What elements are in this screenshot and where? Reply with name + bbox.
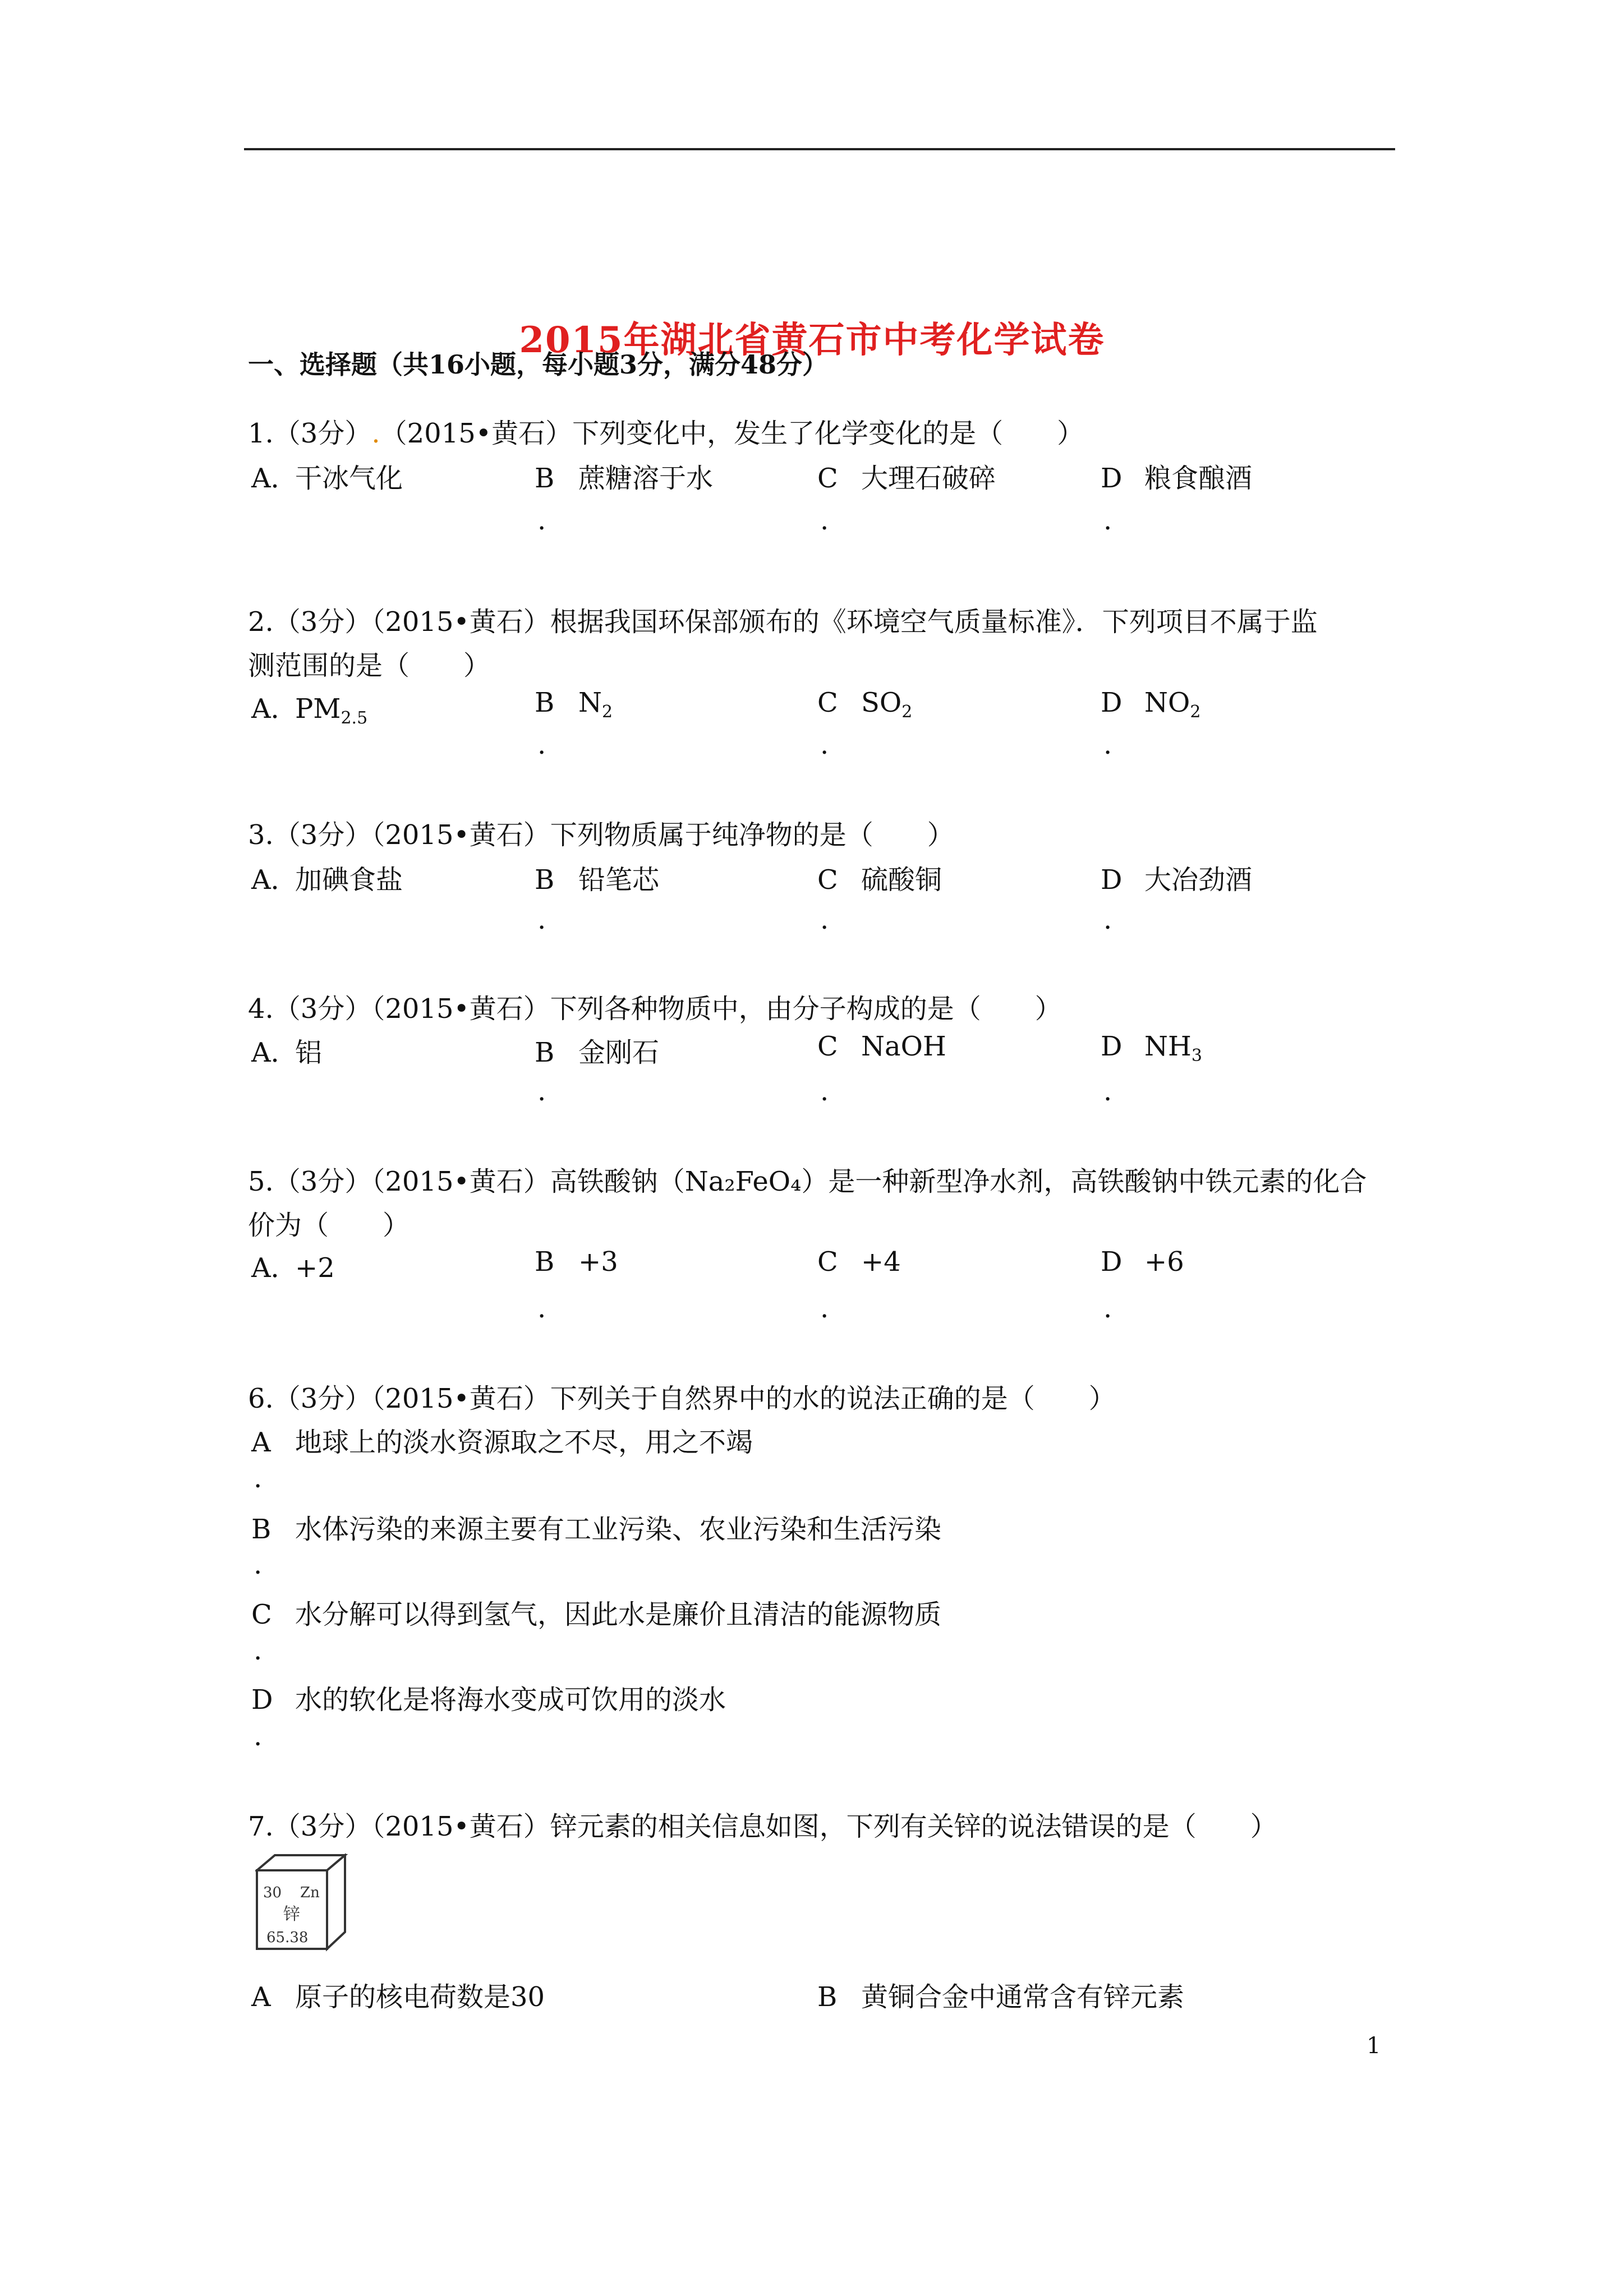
question-1-option-a: A．干冰气化 — [251, 463, 403, 494]
option-dot: . — [820, 1076, 829, 1107]
zinc-symbol: Zn — [300, 1884, 320, 1901]
option-dot: . — [254, 1635, 263, 1666]
question-1-prefix: 1.（3分） — [248, 418, 372, 449]
question-1-option-d: D 粮食酿酒 — [1101, 463, 1253, 494]
question-5-option-c: C +4 — [817, 1246, 901, 1278]
zinc-name: 锌 — [283, 1905, 300, 1924]
question-6-option-d: D 水的软化是将海水变成可饮用的淡水 — [251, 1684, 726, 1716]
question-1-option-b: B 蔗糖溶于水 — [535, 463, 714, 494]
option-dot: . — [537, 729, 546, 760]
question-5-stem-line-2: 价为（ ） — [248, 1210, 410, 1241]
question-1-stem — [248, 412, 1084, 450]
question-7-stem: 7.（3分）（2015•黄石）锌元素的相关信息如图，下列有关锌的说法错误的是（ ） — [248, 1811, 1277, 1842]
question-6-stem: 6.（3分）（2015•黄石）下列关于自然界中的水的说法正确的是（ ） — [248, 1383, 1116, 1414]
question-6-option-b: B 水体污染的来源主要有工业污染、农业污染和生活污染 — [251, 1514, 942, 1545]
question-6-option-c: C 水分解可以得到氢气，因此水是廉价且清洁的能源物质 — [251, 1599, 942, 1630]
question-3-option-a: A．加碘食盐 — [251, 864, 403, 896]
option-dot: . — [820, 729, 829, 760]
option-dot: . — [537, 505, 546, 536]
option-dot: . — [1103, 729, 1112, 760]
zinc-element-figure — [255, 1854, 348, 1952]
page-number: 1 — [1367, 2033, 1381, 2059]
option-dot: . — [254, 1463, 263, 1494]
section-heading: 一、选择题（共16小题，每小题3分，满分48分） — [248, 349, 829, 380]
question-4-option-d: D $NH_3$ — [1101, 1031, 1202, 1066]
question-2-stem-line-1: 2.（3分）（2015•黄石）根据我国环保部颁布的《环境空气质量标准》．下列项目不属于监 — [248, 606, 1318, 638]
question-4-option-a: A．铝 — [251, 1037, 323, 1068]
option-dot: . — [254, 1549, 263, 1580]
option-dot: . — [820, 904, 829, 935]
question-3-stem: 3.（3分）（2015•黄石）下列物质属于纯净物的是（ ） — [248, 819, 954, 851]
question-7-option-a: A 原子的核电荷数是30 — [251, 1981, 545, 2013]
question-4-option-b: B 金刚石 — [535, 1037, 660, 1068]
question-3-option-d: D 大冶劲酒 — [1101, 864, 1253, 896]
option-dot: . — [1103, 904, 1112, 935]
option-dot: . — [537, 1293, 546, 1324]
question-3-option-b: B 铅笔芯 — [535, 864, 660, 896]
question-5-option-d: D +6 — [1101, 1246, 1184, 1278]
header-rule — [244, 148, 1395, 150]
question-2-option-b: B $N_2$ — [535, 687, 613, 722]
option-dot: . — [537, 1076, 546, 1107]
option-dot: . — [1103, 505, 1112, 536]
question-2-option-d: D $NO_2$ — [1101, 687, 1201, 722]
question-2-option-a: A．$PM_{2.5}$ — [251, 693, 368, 728]
question-3-option-c: C 硫酸铜 — [817, 864, 942, 896]
question-1-text: （2015•黄石）下列变化中，发生了化学变化的是（ ） — [380, 418, 1084, 449]
question-2-stem-line-2: 测范围的是（ ） — [248, 650, 491, 681]
option-dot: . — [254, 1721, 263, 1752]
exam-title: 2015年湖北省黄石市中考化学试卷 — [519, 319, 1105, 361]
option-dot: . — [1103, 1076, 1112, 1107]
question-4-stem: 4.（3分）（2015•黄石）下列各种物质中，由分子构成的是（ ） — [248, 993, 1062, 1025]
option-dot: . — [1103, 1293, 1112, 1324]
question-1-mark: . — [371, 418, 380, 449]
question-5-option-a: A．+2 — [251, 1252, 335, 1284]
question-1-option-c: C 大理石破碎 — [817, 463, 996, 494]
question-5-stem-line-1: 5.（3分）（2015•黄石）高铁酸钠（Na₂FeO₄）是一种新型净水剂，高铁酸钠中铁元素的化合 — [248, 1166, 1367, 1197]
question-2-option-c: C $SO_2$ — [817, 687, 913, 722]
zinc-atomic-number: 30 — [263, 1884, 282, 1901]
option-dot: . — [820, 1293, 829, 1324]
zinc-mass: 65.38 — [266, 1929, 309, 1946]
option-dot: . — [537, 904, 546, 935]
question-7-option-b: B 黄铜合金中通常含有锌元素 — [817, 1981, 1185, 2013]
question-6-option-a: A 地球上的淡水资源取之不尽，用之不竭 — [251, 1427, 753, 1458]
option-dot: . — [820, 505, 829, 536]
question-5-option-b: B +3 — [535, 1246, 618, 1278]
question-4-option-c: C NaOH — [817, 1031, 946, 1062]
